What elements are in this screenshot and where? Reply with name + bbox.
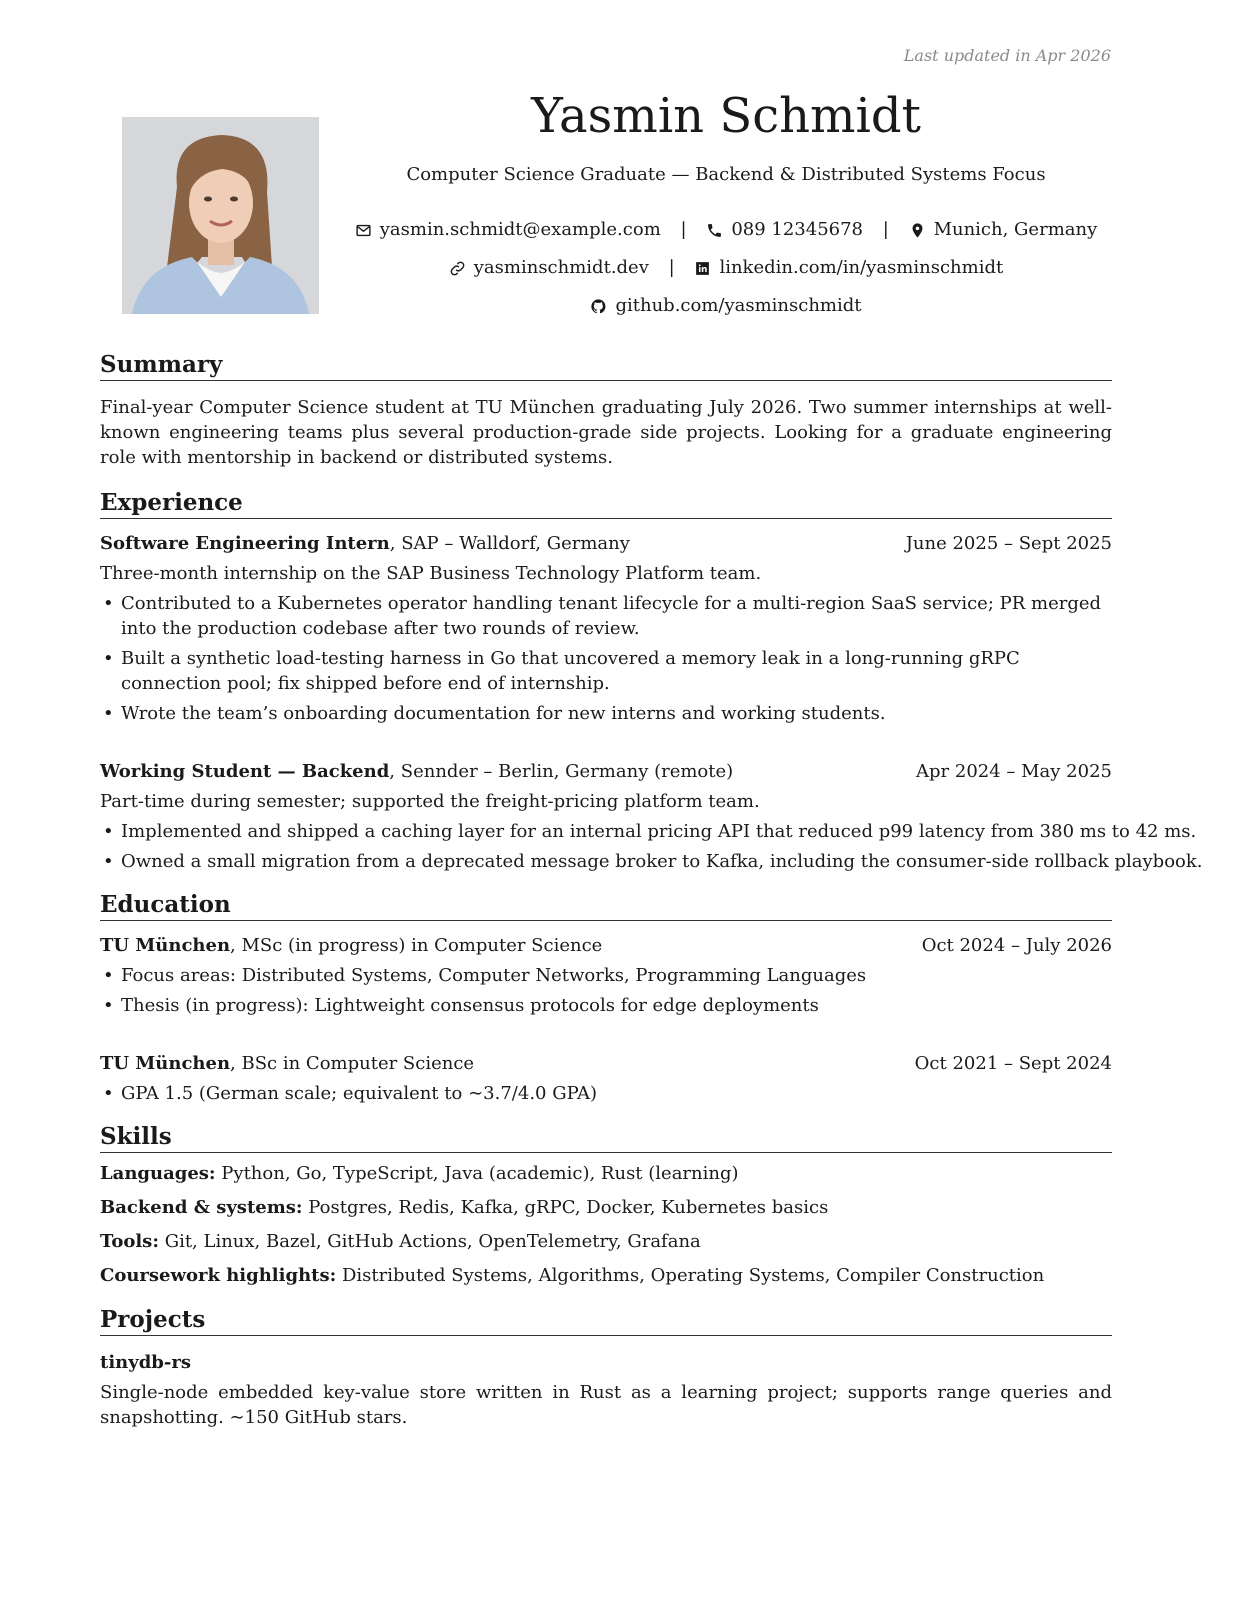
school-name: TU München: [100, 935, 231, 956]
candidate-name: Yasmin Schmidt: [531, 88, 921, 144]
skill-value: Distributed Systems, Algorithms, Operating Systems, Compiler Construction: [336, 1265, 1045, 1286]
phone-icon: [706, 222, 723, 239]
resume-body: [100, 350, 1203, 1446]
list-item: • GPA 1.5 (German scale; equivalent to ∼3.7/4.0 GPA): [100, 1081, 1112, 1106]
contact-separator: |: [668, 257, 675, 278]
section-title: Experience: [100, 488, 1112, 519]
github-icon: [590, 298, 607, 315]
location-text: Munich, Germany: [933, 219, 1098, 240]
education-entry: [100, 1051, 1112, 1106]
summary-section: [100, 350, 1112, 470]
candidate-tagline: Computer Science Graduate — Backend & Distributed Systems Focus: [406, 164, 1046, 185]
contact-website[interactable]: [449, 249, 649, 287]
bullet-list: [100, 1081, 1112, 1106]
section-title: Summary: [100, 350, 1112, 381]
skill-label: Languages:: [100, 1163, 216, 1184]
education-dates: Oct 2024 – July 2026: [921, 935, 1112, 956]
list-item: • Focus areas: Distributed Systems, Computer Networks, Programming Languages: [100, 963, 1112, 988]
contact-row: [340, 287, 1112, 325]
resume-header: [340, 86, 1112, 325]
profile-photo: [122, 117, 319, 314]
contact-info: [340, 211, 1112, 325]
email-text: yasmin.schmidt@example.com: [379, 219, 661, 240]
website-text: yasminschmidt.dev: [473, 257, 649, 278]
list-item: • Thesis (in progress): Lightweight consensus protocols for edge deployments: [100, 993, 1112, 1018]
projects-section: [100, 1305, 1112, 1430]
degree: , MSc (in progress) in Computer Science: [230, 935, 603, 956]
phone-text: 089 12345678: [731, 219, 864, 240]
list-item: • Wrote the team’s onboarding documentation for new interns and working students.: [100, 701, 1112, 726]
job-description: Three-month internship on the SAP Business Technology Platform team.: [100, 563, 762, 584]
list-item: • Built a synthetic load-testing harness in Go that uncovered a memory leak in a long-running gRPC connection pool; fix shipped before end of internship.: [100, 646, 1112, 696]
entry-heading: [100, 531, 630, 557]
contact-linkedin[interactable]: [694, 249, 1003, 287]
contact-row: [340, 211, 1112, 249]
contact-email[interactable]: [355, 211, 661, 249]
experience-entry: [100, 531, 1112, 726]
bullet-list: [100, 963, 1112, 1018]
envelope-icon: [355, 222, 372, 239]
list-item: • Owned a small migration from a deprecated message broker to Kafka, including the consumer-side rollback playbook.: [100, 849, 1112, 874]
skills-section: [100, 1122, 1112, 1289]
skill-row: [100, 1229, 1112, 1255]
contact-location: [909, 211, 1098, 249]
experience-entry: [100, 759, 1203, 874]
job-org: , Sennder – Berlin, Germany (remote): [389, 761, 734, 782]
entry-header: [100, 531, 1112, 557]
profile-photo-illustration: [122, 117, 319, 314]
map-pin-icon: [909, 222, 926, 239]
last-updated: Last updated in Apr 2026: [903, 46, 1111, 65]
skill-label: Backend & systems:: [100, 1197, 303, 1218]
job-org: , SAP – Walldorf, Germany: [389, 533, 630, 554]
experience-section: [100, 488, 1203, 874]
section-title: Projects: [100, 1305, 1112, 1336]
bullet-list: [100, 591, 1112, 726]
entry-header: [100, 1051, 1112, 1077]
linkedin-icon: [694, 260, 711, 277]
entry-heading: [100, 759, 733, 785]
entry-heading: [100, 933, 602, 959]
summary-text: Final-year Computer Science student at TU München graduating July 2026. Two summer internships at well-known engineering teams plus several production-grade side projects. Looking for a graduate engineering role with mentorship in backend or distributed systems.: [100, 397, 1112, 468]
job-description: Part-time during semester; supported the freight-pricing platform team.: [100, 791, 760, 812]
project-description: Single-node embedded key-value store written in Rust as a learning project; supports range queries and snapshotting. ∼150 GitHub stars.: [100, 1382, 1112, 1428]
link-icon: [449, 260, 466, 277]
degree: , BSc in Computer Science: [230, 1053, 475, 1074]
list-item: • Implemented and shipped a caching layer for an internal pricing API that reduced p99 latency from 380 ms to 42 ms.: [100, 819, 1112, 844]
contact-github[interactable]: [590, 287, 861, 325]
education-section: [100, 890, 1112, 1106]
job-dates: June 2025 – Sept 2025: [905, 533, 1112, 554]
section-title: Education: [100, 890, 1112, 921]
contact-phone[interactable]: [706, 211, 863, 249]
education-entry: [100, 933, 1112, 1018]
skill-label: Tools:: [100, 1231, 159, 1252]
skill-label: Coursework highlights:: [100, 1265, 337, 1286]
list-item: • Contributed to a Kubernetes operator handling tenant lifecycle for a multi-region SaaS service; PR merged into the production codebase after two rounds of review.: [100, 591, 1112, 641]
job-role: Working Student — Backend: [100, 761, 390, 782]
section-title: Skills: [100, 1122, 1112, 1153]
linkedin-text: linkedin.com/in/yasminschmidt: [719, 257, 1004, 278]
entry-header: [100, 759, 1112, 785]
skill-value: Python, Go, TypeScript, Java (academic), Rust (learning): [215, 1163, 739, 1184]
contact-separator: |: [882, 219, 889, 240]
job-dates: Apr 2024 – May 2025: [916, 761, 1112, 782]
github-text: github.com/yasminschmidt: [615, 295, 862, 316]
entry-heading: [100, 1051, 474, 1077]
contact-separator: |: [680, 219, 687, 240]
school-name: TU München: [100, 1053, 231, 1074]
skill-row: [100, 1195, 1112, 1221]
skill-row: [100, 1161, 1112, 1187]
project-name: tinydb-rs: [100, 1352, 191, 1373]
skill-value: Git, Linux, Bazel, GitHub Actions, OpenTelemetry, Grafana: [158, 1231, 701, 1252]
job-role: Software Engineering Intern: [100, 533, 390, 554]
contact-row: [340, 249, 1112, 287]
skill-row: [100, 1263, 1112, 1289]
education-dates: Oct 2021 – Sept 2024: [914, 1053, 1112, 1074]
skill-value: Postgres, Redis, Kafka, gRPC, Docker, Kubernetes basics: [302, 1197, 829, 1218]
entry-header: [100, 933, 1112, 959]
bullet-list: [100, 819, 1203, 874]
